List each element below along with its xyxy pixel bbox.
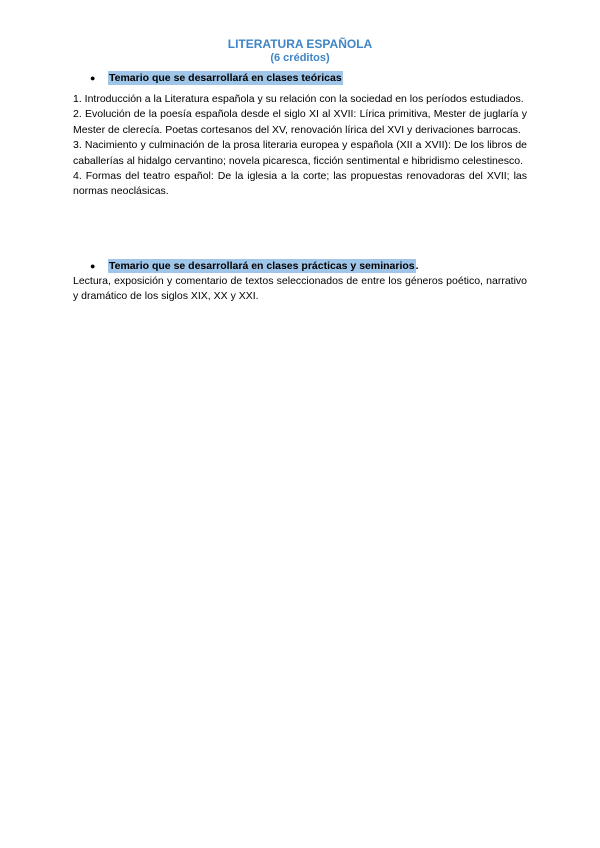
bullet-icon: ● [90,261,96,271]
syllabus-item: 4. Formas del teatro español: De la iglesia a la corte; las propuestas renovadoras del XVII; las normas neoclásicas. [73,170,527,198]
syllabus-item: 2. Evolución de la poesía española desde el siglo XI al XVII: Lírica primitiva, Mester de juglaría y Mester de clerecía. Poetas cortesanos del XV, renovación lírica del XVI y derivaciones barrocas. [73,108,527,136]
syllabus-item: 3. Nacimiento y culminación de la prosa literaria europea y española (XII a XVII): De los libros de caballerías al hidalgo cervantino; novela picaresca, ficción sentimental e hibridismo celestinesco. [73,139,527,167]
practice-syllabus-text [73,274,527,305]
section-heading-theory [90,71,343,85]
document-subtitle: (6 créditos) [270,52,330,64]
heading-suffix: . [415,260,419,272]
document-title: LITERATURA ESPAÑOLA [227,37,373,51]
syllabus-item: 1. Introducción a la Literatura española y su relación con la sociedad en los períodos estudiados. [73,93,524,105]
highlighted-heading: Temario que se desarrollará en clases prácticas y seminarios [109,260,415,272]
bullet-icon: ● [90,73,96,83]
theory-syllabus-list [73,92,527,200]
syllabus-paragraph: Lectura, exposición y comentario de textos seleccionados de entre los géneros poético, narrativo y dramático de los siglos XIX, XX y XXI. [73,275,527,303]
highlighted-heading: Temario que se desarrollará en clases teóricas [109,72,342,84]
section-heading-practice [90,259,419,273]
